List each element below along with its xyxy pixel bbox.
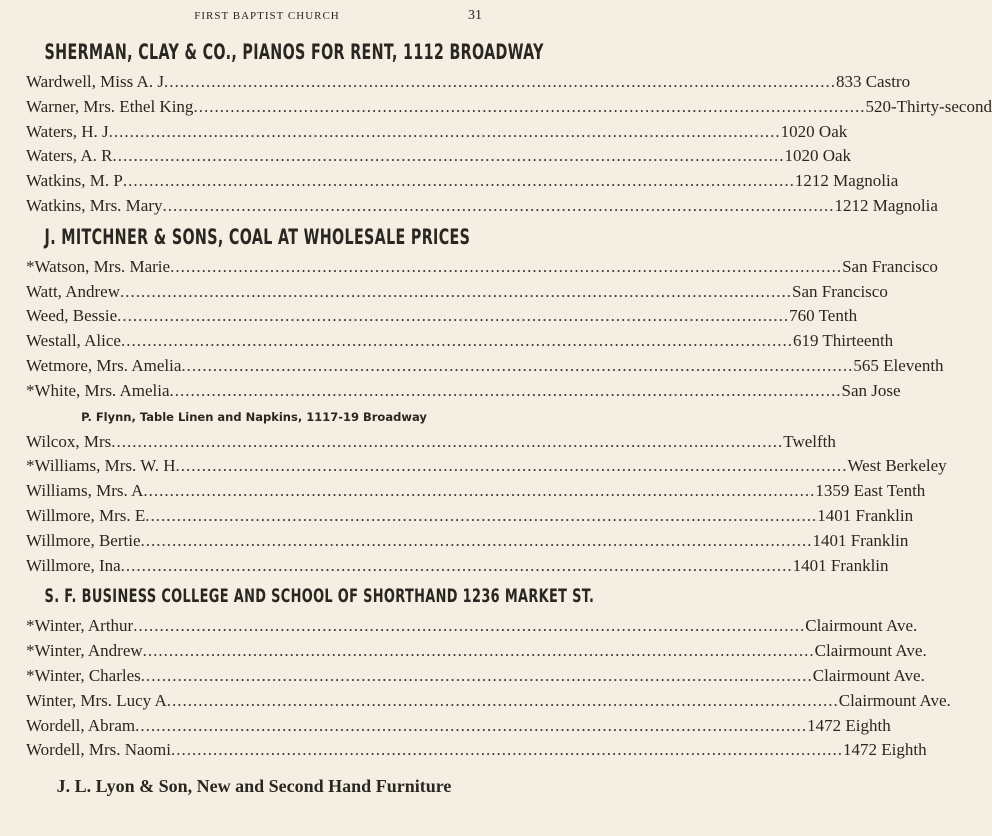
- dot-leader: [143, 479, 815, 504]
- directory-entry: [26, 504, 914, 529]
- entry-address: 1401 Franklin: [817, 505, 914, 525]
- entry-address: 565 Eleventh: [853, 355, 944, 375]
- dot-leader: [112, 144, 784, 169]
- entry-address: 760 Tenth: [789, 306, 858, 326]
- entry-name: Willmore, Mrs. E: [26, 505, 146, 525]
- advertisement-banner: S. F. BUSINESS COLLEGE AND SCHOOL OF SHORTHAND 1236 MARKET ST.: [44, 585, 595, 608]
- page-header: [26, 8, 482, 34]
- entry-name: *Winter, Charles: [26, 665, 141, 685]
- running-title: FIRST BAPTIST CHURCH: [194, 10, 340, 22]
- entry-address: San Jose: [841, 380, 901, 400]
- entry-address: West Berkeley: [847, 456, 947, 476]
- entry-address: 520-Thirty-second: [865, 96, 992, 116]
- entry-address: Clairmount Ave.: [805, 616, 918, 636]
- entry-name: Wordell, Abram: [26, 715, 136, 735]
- dot-leader: [171, 738, 843, 763]
- entry-group: [26, 255, 944, 404]
- dot-leader: [141, 664, 813, 689]
- directory-entry: [26, 120, 848, 145]
- dot-leader: [143, 639, 815, 664]
- directory-entry: [26, 280, 888, 305]
- dot-leader: [170, 255, 842, 280]
- entry-name: *Winter, Arthur: [26, 616, 134, 636]
- entry-name: *Winter, Andrew: [26, 641, 143, 661]
- dot-leader: [145, 504, 817, 529]
- entry-address: 1472 Eighth: [843, 740, 927, 760]
- advertisement-banner: J. L. Lyon & Son, New and Second Hand Furniture: [56, 776, 452, 797]
- directory-entry: [26, 304, 858, 329]
- entry-name: Williams, Mrs. A: [26, 481, 144, 501]
- directory-entry: [26, 554, 889, 579]
- entry-address: 1359 East Tenth: [815, 481, 926, 501]
- dot-leader: [111, 430, 783, 455]
- directory-entry: [26, 70, 911, 95]
- directory-entry: [26, 95, 992, 120]
- advertisement-banner: SHERMAN, CLAY & CO., PIANOS FOR RENT, 1112 BROADWAY: [44, 40, 544, 64]
- page-number: 31: [468, 8, 482, 23]
- entry-address: Twelfth: [783, 431, 836, 451]
- dot-leader: [141, 529, 813, 554]
- entry-name: Wetmore, Mrs. Amelia: [26, 355, 182, 375]
- directory-entry: [26, 354, 944, 379]
- entry-group: [26, 614, 951, 763]
- dot-leader: [133, 614, 805, 639]
- entry-address: 833 Castro: [835, 72, 911, 91]
- dot-leader: [135, 714, 807, 739]
- dot-leader: [176, 454, 848, 479]
- directory-entry: [26, 614, 918, 639]
- dot-leader: [167, 689, 839, 714]
- entry-address: 1472 Eighth: [807, 715, 891, 735]
- entry-address: 1020 Oak: [784, 146, 852, 166]
- entry-name: Wilcox, Mrs: [26, 431, 112, 451]
- entry-name: *White, Mrs. Amelia: [26, 380, 170, 400]
- entry-address: 1401 Franklin: [792, 555, 889, 575]
- directory-entry: [26, 430, 836, 455]
- directory-entry: [26, 169, 899, 194]
- directory-entry: [26, 714, 891, 739]
- directory-entry: [26, 144, 852, 169]
- dot-leader: [163, 194, 835, 219]
- entry-address: 1020 Oak: [780, 121, 848, 141]
- dot-leader: [164, 70, 836, 95]
- entry-name: Warner, Mrs. Ethel King: [26, 96, 194, 116]
- entry-name: *Watson, Mrs. Marie: [26, 256, 171, 276]
- entry-address: Clairmount Ave.: [812, 665, 925, 685]
- entry-address: 1212 Magnolia: [794, 171, 899, 191]
- entry-address: 1401 Franklin: [812, 530, 909, 550]
- dot-leader: [121, 554, 793, 579]
- entry-group: [26, 70, 992, 219]
- dot-leader: [170, 379, 842, 404]
- directory-entry: [26, 379, 901, 404]
- entry-name: Wardwell, Miss A. J: [26, 72, 164, 91]
- advertisement-banner: P. Flynn, Table Linen and Napkins, 1117-19 Broadway: [81, 409, 427, 424]
- dot-leader: [121, 329, 793, 354]
- entry-group: [26, 430, 947, 579]
- directory-entry: [26, 738, 927, 763]
- directory-entry: [26, 255, 938, 280]
- entry-address: San Francisco: [842, 256, 938, 276]
- entry-address: Clairmount Ave.: [838, 690, 951, 710]
- dot-leader: [193, 95, 865, 120]
- entry-name: Westall, Alice: [26, 331, 121, 351]
- dot-leader: [181, 354, 853, 379]
- entry-name: Willmore, Bertie: [26, 530, 141, 550]
- advertisement-banner: J. MITCHNER & SONS, COAL AT WHOLESALE PRICES: [44, 224, 471, 249]
- entry-name: *Williams, Mrs. W. H: [26, 456, 176, 476]
- directory-entry: [26, 454, 947, 479]
- directory-entry: [26, 194, 938, 219]
- entry-name: Watkins, Mrs. Mary: [26, 195, 163, 215]
- entry-name: Waters, A. R: [26, 146, 113, 166]
- directory-entry: [26, 689, 951, 714]
- directory-entry: [26, 329, 894, 354]
- entry-address: Clairmount Ave.: [814, 641, 927, 661]
- entry-name: Wordell, Mrs. Naomi: [26, 740, 171, 760]
- entry-name: Waters, H. J: [26, 121, 109, 141]
- entry-name: Watt, Andrew: [26, 281, 120, 301]
- entry-name: Watkins, M. P: [26, 171, 123, 191]
- directory-entry: [26, 639, 927, 664]
- entry-address: 619 Thirteenth: [792, 331, 894, 351]
- entry-name: Winter, Mrs. Lucy A: [26, 690, 167, 710]
- dot-leader: [109, 120, 781, 145]
- entry-name: Willmore, Ina: [26, 555, 121, 575]
- entry-name: Weed, Bessie: [26, 306, 118, 326]
- dot-leader: [117, 304, 789, 329]
- dot-leader: [123, 169, 795, 194]
- directory-entry: [26, 529, 909, 554]
- directory-entry: [26, 479, 926, 504]
- entry-address: San Francisco: [792, 281, 888, 301]
- dot-leader: [120, 280, 792, 305]
- entry-address: 1212 Magnolia: [834, 195, 938, 215]
- directory-entry: [26, 664, 925, 689]
